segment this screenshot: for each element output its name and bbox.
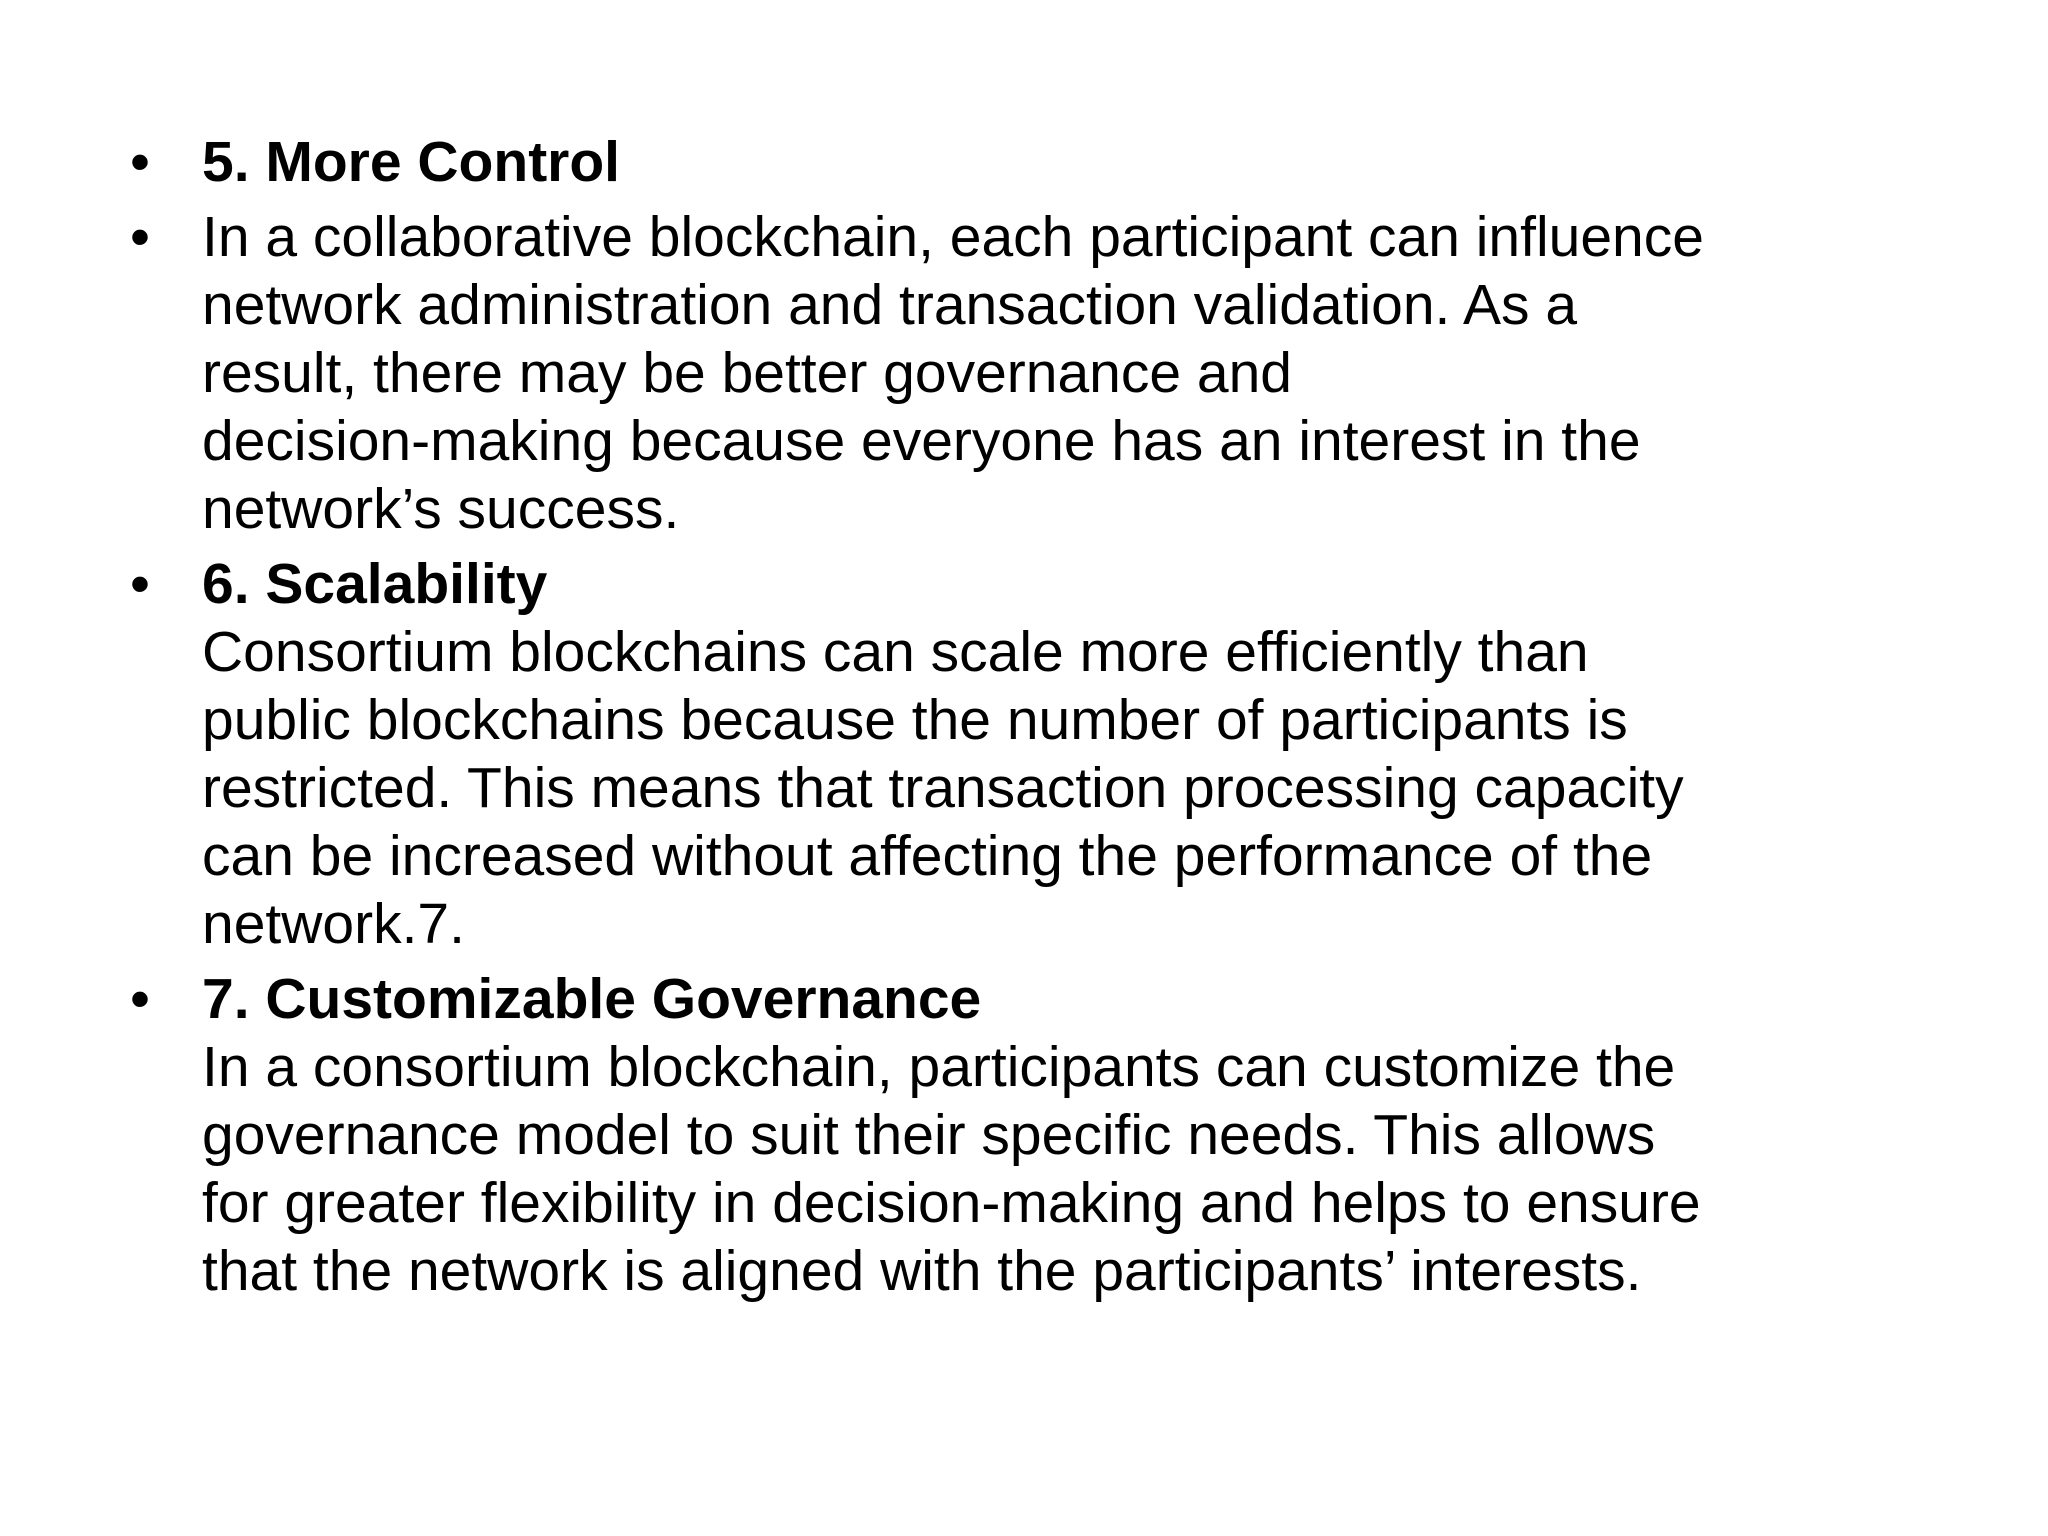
bullet-heading: 6. Scalability bbox=[202, 552, 548, 616]
bullet-list bbox=[130, 128, 1960, 1305]
bullet-text-line: Consortium blockchains can scale more efficiently than bbox=[202, 620, 1589, 684]
bullet-icon: • bbox=[130, 130, 150, 194]
bullet-text-line: In a consortium blockchain, participants can customize the bbox=[202, 1035, 1676, 1099]
bullet-item-scalability bbox=[130, 550, 1960, 958]
bullet-heading: 5. More Control bbox=[202, 130, 621, 194]
bullet-text-line: decision-making because everyone has an interest in the bbox=[202, 409, 1641, 473]
bullet-icon: • bbox=[130, 552, 150, 616]
slide-content bbox=[130, 128, 1960, 1312]
bullet-text-line: network administration and transaction validation. As a bbox=[202, 273, 1578, 337]
bullet-text-line: public blockchains because the number of participants is bbox=[202, 688, 1628, 752]
bullet-text-line: that the network is aligned with the participants’ interests. bbox=[202, 1239, 1642, 1303]
bullet-text-line: restricted. This means that transaction processing capacity bbox=[202, 756, 1684, 820]
bullet-item-collaborative bbox=[130, 203, 1960, 543]
bullet-text-line: network.7. bbox=[202, 892, 465, 956]
bullet-text-line: result, there may be better governance and bbox=[202, 341, 1292, 405]
bullet-text-line: In a collaborative blockchain, each participant can influence bbox=[202, 205, 1704, 269]
bullet-text-line: can be increased without affecting the performance of the bbox=[202, 824, 1653, 888]
bullet-text-line: network’s success. bbox=[202, 477, 680, 541]
bullet-text-line: governance model to suit their specific needs. This allows bbox=[202, 1103, 1656, 1167]
bullet-icon: • bbox=[130, 205, 150, 269]
bullet-item-customizable-governance bbox=[130, 965, 1960, 1305]
bullet-heading: 7. Customizable Governance bbox=[202, 967, 982, 1031]
bullet-text-line: for greater flexibility in decision-making and helps to ensure bbox=[202, 1171, 1701, 1235]
bullet-icon: • bbox=[130, 967, 150, 1031]
bullet-item-more-control bbox=[130, 128, 1960, 196]
